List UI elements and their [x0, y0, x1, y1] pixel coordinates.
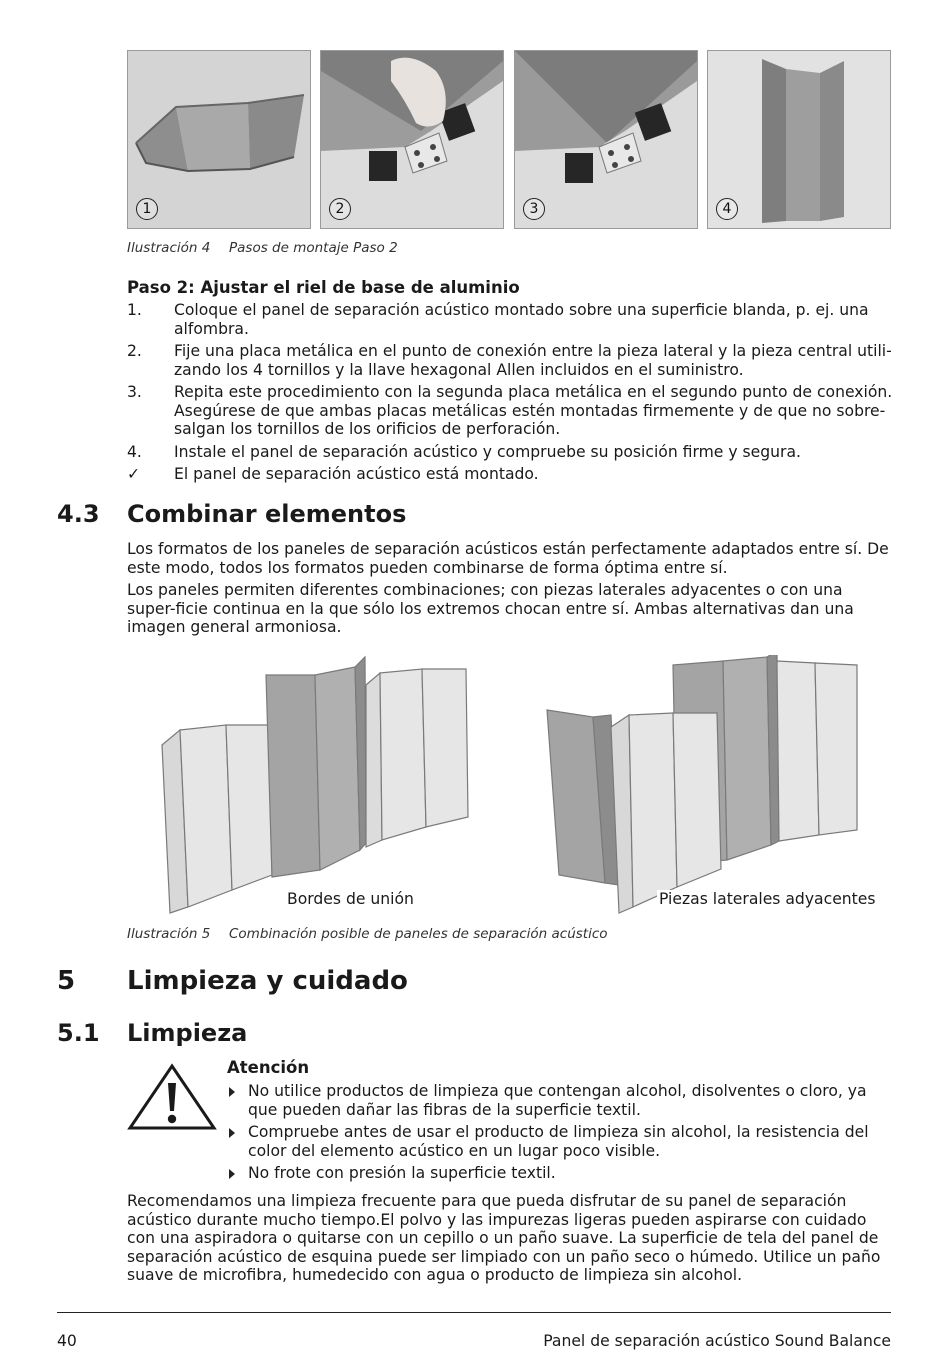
- paso-2-steps-list: [127, 301, 897, 488]
- figure-4-caption: [127, 240, 398, 256]
- assembly-photo-1: [127, 50, 311, 229]
- list-item: No utilice productos de limpieza que contengan alcohol, disolventes o cloro, ya que pueden dañar las fibras de la superficie textil.: [227, 1082, 887, 1119]
- step-number-1: 1: [136, 198, 158, 220]
- section-title: Limpieza y cuidado: [127, 966, 408, 996]
- list-item: 3. Repita este procedimiento con la segunda placa metálica en el segundo punto de conexión. Asegúrese de que ambas placas metálicas estén montadas firmemente y de que no sobre-salgan los tornillos de los orificios de perforación.: [127, 383, 893, 438]
- panel-combination-illustration-left: [160, 655, 475, 915]
- section-4-3-paragraph-2: Los paneles permiten diferentes combinaciones; con piezas laterales adyacentes o con una super-ficie continua en la que sólo los extremos chocan entre sí. Ambas alternativas dan una imagen general armoniosa.: [127, 581, 854, 636]
- result-item: ✓ El panel de separación acústico está montado.: [127, 465, 539, 483]
- assembly-photo-2: [320, 50, 504, 229]
- warning-list: [227, 1082, 887, 1187]
- figure-4-caption-text: Pasos de montaje Paso 2: [229, 240, 398, 256]
- attention-heading: Atención: [227, 1058, 310, 1077]
- figure-5-caption-label: Ilustración 5: [127, 926, 211, 942]
- section-4-3-paragraph-1: Los formatos de los paneles de separación acústicos están perfectamente adaptados entre sí. De este modo, todos los formatos pueden combinarse de forma óptima entre sí.: [127, 540, 889, 577]
- step-number-2: 2: [329, 198, 351, 220]
- bullet-arrow-icon: [229, 1169, 235, 1179]
- footer-divider: [57, 1312, 891, 1313]
- section-number: 5: [57, 966, 76, 996]
- footer-product-name: Panel de separación acústico Sound Balance: [543, 1332, 891, 1350]
- page-number: 40: [57, 1332, 77, 1350]
- list-item: 4. Instale el panel de separación acústico y compruebe su posición firme y segura.: [127, 442, 801, 461]
- list-item: Compruebe antes de usar el producto de limpieza sin alcohol, la resistencia del color del elemento acústico en un lugar poco visible.: [227, 1123, 887, 1160]
- figure-5-label-right: Piezas laterales adyacentes: [659, 890, 876, 908]
- figure-4-caption-label: Ilustración 4: [127, 240, 211, 256]
- section-title: Limpieza: [127, 1019, 248, 1047]
- assembly-photo-4: [707, 50, 891, 229]
- figure-5-caption-text: Combinación posible de paneles de separación acústico: [229, 926, 608, 942]
- paso-2-heading: Paso 2: Ajustar el riel de base de aluminio: [127, 278, 520, 297]
- list-item: 1. Coloque el panel de separación acústico montado sobre una superficie blanda, p. ej. una alfombra.: [127, 301, 869, 338]
- check-icon: ✓: [127, 465, 141, 483]
- bullet-arrow-icon: [229, 1128, 235, 1138]
- bullet-arrow-icon: [229, 1087, 235, 1097]
- figure-5-caption: [127, 926, 608, 942]
- warning-icon: [127, 1063, 217, 1131]
- list-item: 2. Fije una placa metálica en el punto de conexión entre la pieza lateral y la pieza central utili-zando los 4 tornillos y la llave hexagonal Allen incluidos en el suministro.: [127, 342, 892, 379]
- cleaning-paragraph: Recomendamos una limpieza frecuente para que pueda disfrutar de su panel de separación acústico durante mucho tiempo.El polvo y las impurezas ligeras pueden aspirarse con cuidado con una aspiradora o quitarse con un cepillo o un paño suave. La superficie de tela del panel de separación acústico de esquina puede ser limpiado con un paño seco o húmedo. Utilice un paño suave de microfibra, humedecido con agua o producto de limpieza sin alcohol.: [127, 1192, 881, 1284]
- section-title: Combinar elementos: [127, 500, 407, 528]
- section-number: 4.3: [57, 500, 100, 528]
- step-number-4: 4: [716, 198, 738, 220]
- panel-combination-illustration-right: [545, 655, 865, 915]
- list-item: No frote con presión la superficie textil.: [227, 1164, 887, 1183]
- section-number: 5.1: [57, 1019, 100, 1047]
- step-number-3: 3: [523, 198, 545, 220]
- assembly-photo-3: [514, 50, 698, 229]
- figure-5-label-left: Bordes de unión: [287, 890, 414, 908]
